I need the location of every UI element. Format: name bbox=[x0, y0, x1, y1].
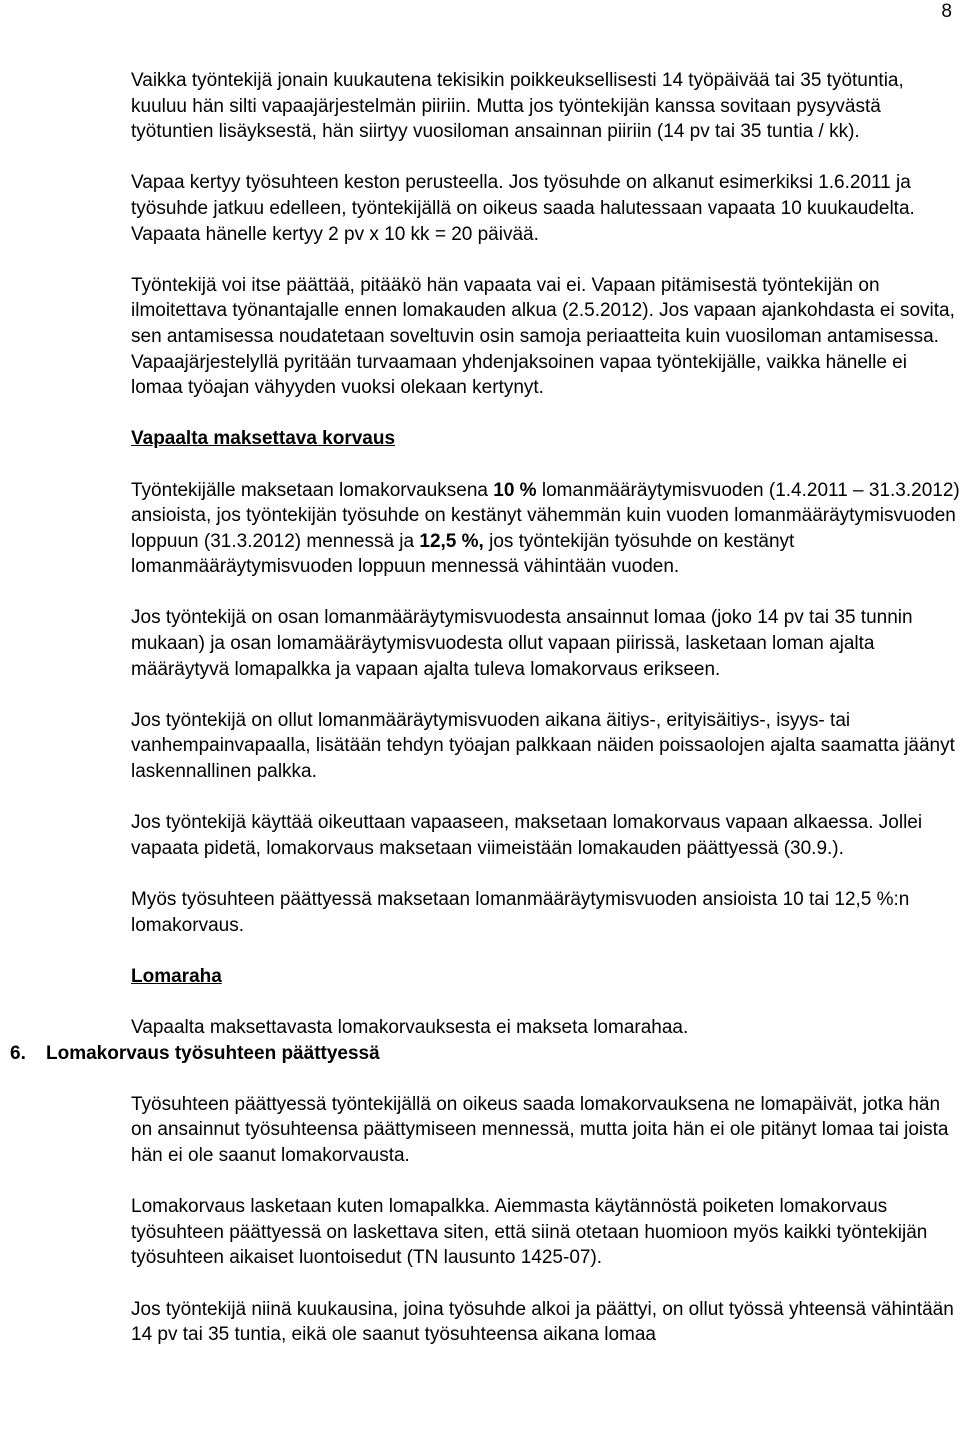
bold-percent-10: 10 % bbox=[493, 479, 537, 501]
paragraph: Työntekijä voi itse päättää, pitääkö hän vapaata vai ei. Vapaan pitämisestä työntekijän on ilmoitettava työnantajalle ennen lomakauden alkua (2.5.2012). Jos vapaan ajankohdasta ei sovita, sen antamisessa noudatetaan soveltuvin osin samoja periaatteita kuin vuosiloman antamisessa. Vapaajärjestelyllä pyritään turvaamaan yhdenjaksoinen vapaa työntekijälle, vaikka hänelle ei lomaa työajan vähyyden vuoksi olekaan kertynyt. bbox=[131, 274, 955, 399]
paragraph: Jos työntekijä niinä kuukausina, joina työsuhde alkoi ja päättyi, on ollut työssä yhteensä vähintään 14 pv tai 35 tuntia, eikä ole saanut työsuhteensa aikana lomaa bbox=[131, 1298, 954, 1346]
section-heading bbox=[10, 1041, 840, 1067]
text-span: jos työntekijän työsuhde on kestänyt lomanmääräytymisvuoden loppuun mennessä vähintään vuoden. bbox=[131, 530, 795, 578]
subheading-lomaraha: Lomaraha bbox=[131, 965, 222, 987]
paragraph: Myös työsuhteen päättyessä maksetaan lomanmääräytymisvuoden ansioista 10 tai 12,5 %:n lomakorvaus. bbox=[131, 889, 910, 936]
paragraph: Jos työntekijä on ollut lomanmääräytymisvuoden aikana äitiys-, erityisäitiys-, isyys- tai vanhempainvapaalla, lisätään tehdyn työajan palkkaan näiden poissaolojen ajalta saamatta jäänyt laskennallinen palkka. bbox=[131, 709, 955, 783]
paragraph: Vapaalta maksettavasta lomakorvauksesta ei makseta lomarahaa. bbox=[131, 1016, 689, 1038]
paragraph: Jos työntekijä on osan lomanmääräytymisvuodesta ansainnut lomaa (joko 14 pv tai 35 tunnin mukaan) ja osan lomamääräytymisvuodesta ollut vapaan piirissä, lasketaan loman ajalta määräytyvä lomapalkka ja vapaan ajalta tuleva lomakorvaus erikseen. bbox=[131, 607, 913, 680]
text-span: Työntekijälle maksetaan lomakorvauksena bbox=[131, 479, 494, 501]
paragraph: Lomakorvaus lasketaan kuten lomapalkka. Aiemmasta käytännöstä poiketen lomakorvaus työsuhteen päättyessä on laskettava siten, että siinä otetaan huomioon myös kaikki työntekijän työsuhteen aikaiset luontoisedut (TN lausunto 1425-07). bbox=[131, 1196, 928, 1269]
page-number: 8 bbox=[941, 1, 952, 22]
document-body bbox=[10, 68, 960, 1348]
section-title: Lomakorvaus työsuhteen päättyessä bbox=[46, 1042, 380, 1064]
paragraph bbox=[131, 478, 960, 580]
text-span: lomanmääräytymisvuoden (1.4.2011 – 31.3.2012) ansioista, jos työntekijän työsuhde on kestänyt vähemmän kuin vuoden lomanmääräytymisvuoden loppuun (31.3.2012) mennessä ja bbox=[131, 479, 960, 552]
section-number: 6. bbox=[10, 1042, 26, 1064]
paragraph: Työsuhteen päättyessä työntekijällä on oikeus saada lomakorvauksena ne lomapäivät, jotka hän on ansainnut työsuhteensa päättymiseen mennessä, mutta joita hän ei ole pitänyt lomaa tai joista hän ei ole saanut lomakorvausta. bbox=[131, 1093, 949, 1166]
subheading-vapaalta-maksettava-korvaus: Vapaalta maksettava korvaus bbox=[131, 428, 396, 450]
paragraph: Vapaa kertyy työsuhteen keston perusteella. Jos työsuhde on alkanut esimerkiksi 1.6.2011 ja työsuhde jatkuu edelleen, työntekijällä on oikeus saada halutessaan vapaata 10 kuukaudelta. Vapaata hänelle kertyy 2 pv x 10 kk = 20 päivää. bbox=[131, 172, 915, 245]
bold-percent-12-5: 12,5 %, bbox=[419, 530, 484, 552]
paragraph: Jos työntekijä käyttää oikeuttaan vapaaseen, maksetaan lomakorvaus vapaan alkaessa. Jollei vapaata pidetä, lomakorvaus maksetaan viimeistään lomakauden päättyessä (30.9.). bbox=[131, 812, 923, 859]
paragraph: Vaikka työntekijä jonain kuukautena tekisikin poikkeuksellisesti 14 työpäivää tai 35 työtuntia, kuuluu hän silti vapaajärjestelmän piiriin. Mutta jos työntekijän kanssa sovitaan pysyvästä työtuntien lisäyksestä, hän siirtyy vuosiloman ansainnan piiriin (14 pv tai 35 tuntia / kk). bbox=[131, 70, 904, 143]
